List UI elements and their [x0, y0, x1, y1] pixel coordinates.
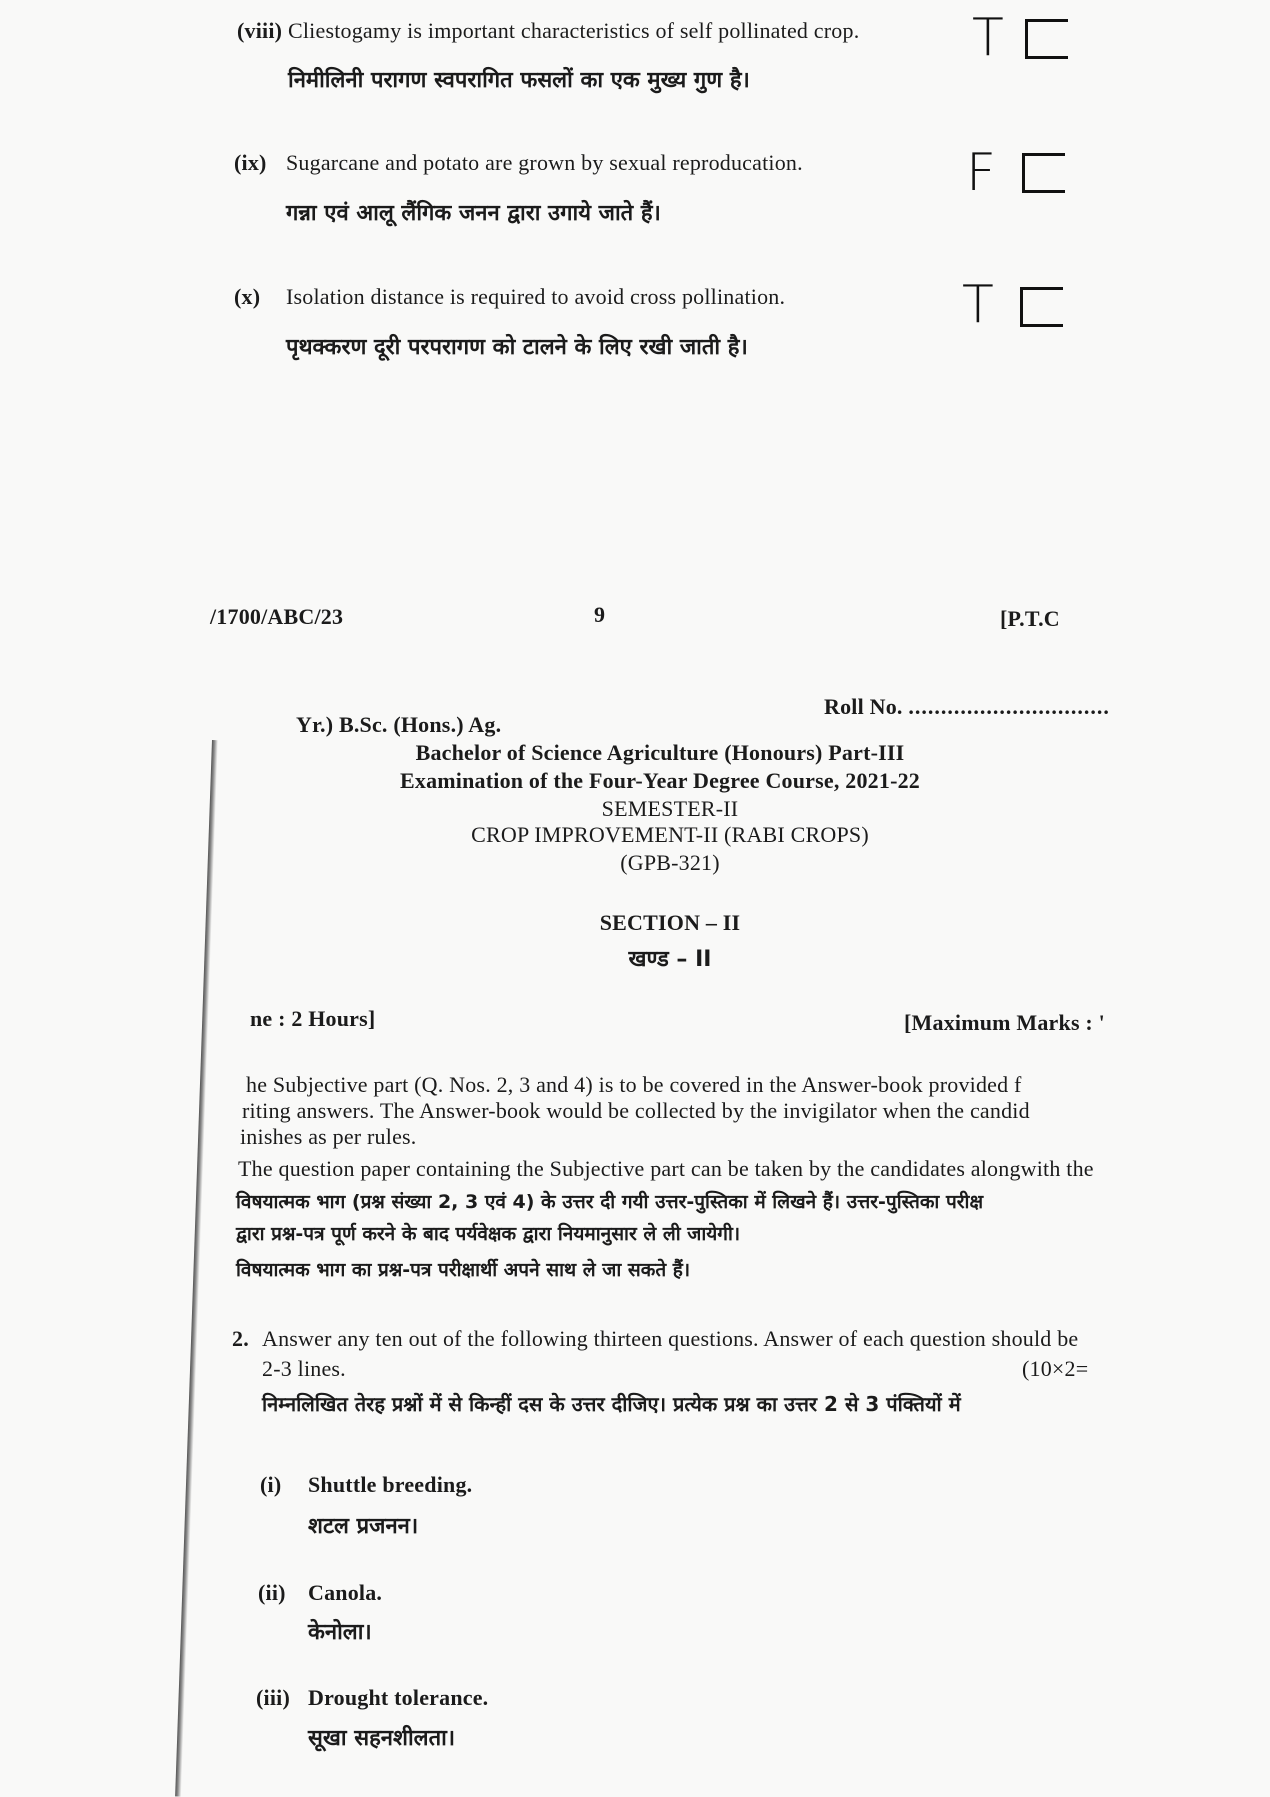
footer-paper-code: /1700/ABC/23 — [210, 604, 344, 629]
answer-box-viii — [1025, 19, 1068, 59]
answer-mark-viii: T — [972, 8, 1012, 68]
answer-mark-x: T — [962, 275, 1002, 335]
exam-title-line1: Bachelor of Science Agriculture (Honours) Part-III — [415, 740, 905, 765]
instruction-hindi-3: विषयात्मक भाग का प्रश्न-पत्र परीक्षार्थी अपने साथ ले जा सकते हैं। — [236, 1259, 691, 1281]
instruction-line-4: The question paper containing the Subjective part can be taken by the candidates alongwith the — [238, 1156, 1094, 1181]
answer-mark-ix: F — [966, 143, 1004, 203]
roll-number-label — [824, 694, 1110, 720]
instruction-line-1: he Subjective part (Q. Nos. 2, 3 and 4) is to be covered in the Answer-book provided f — [246, 1072, 1022, 1097]
roll-number-text: Roll No. — [824, 694, 903, 719]
sub-question-ii-text: Canola. — [308, 1580, 383, 1605]
page-fold-line — [175, 740, 218, 1797]
instruction-line-3: inishes as per rules. — [240, 1124, 417, 1149]
roll-number-dots: ............................... — [908, 694, 1110, 719]
question-2-text: Answer any ten out of the following thirteen questions. Answer of each question should be — [262, 1326, 1079, 1351]
instruction-hindi-2: द्वारा प्रश्न-पत्र पूर्ण करने के बाद पर्यवेक्षक द्वारा नियमानुसार ले ली जायेगी। — [236, 1223, 741, 1245]
question-ix-text: Sugarcane and potato are grown by sexual reproducation. — [286, 150, 803, 175]
sub-question-ii-number: (ii) — [258, 1580, 286, 1605]
subject-title: CROP IMPROVEMENT-II (RABI CROPS) — [471, 822, 869, 847]
question-x-text: Isolation distance is required to avoid cross pollination. — [286, 284, 786, 309]
exam-title-line2: Examination of the Four-Year Degree Course, 2021-22 — [400, 768, 920, 793]
answer-box-x — [1020, 287, 1063, 327]
question-x-number: (x) — [234, 284, 261, 309]
question-2-text-line2: 2-3 lines. — [262, 1356, 346, 1381]
footer-page-number: 9 — [594, 602, 606, 627]
instruction-line-2: riting answers. The Answer-book would be collected by the invigilator when the candid — [242, 1098, 1030, 1123]
question-viii-text: Cliestogamy is important characteristics of self pollinated crop. — [288, 18, 860, 43]
instruction-hindi-1: विषयात्मक भाग (प्रश्न संख्या 2, 3 एवं 4) के उत्तर दी गयी उत्तर-पुस्तिका में लिखने हैं। उत्तर-पुस्तिका परीक्ष — [236, 1191, 984, 1213]
answer-box-ix — [1022, 153, 1065, 193]
sub-question-iii-text: Drought tolerance. — [308, 1685, 489, 1710]
section-title-hindi: खण्ड – II — [628, 947, 712, 972]
question-2-number: 2. — [232, 1326, 249, 1351]
question-2-marks: (10×2= — [1022, 1356, 1089, 1381]
question-viii-number: (viii) — [237, 18, 283, 43]
sub-question-i-text: Shuttle breeding. — [308, 1472, 473, 1497]
sub-question-iii-hindi: सूखा सहनशीलता। — [308, 1726, 456, 1751]
semester: SEMESTER-II — [601, 796, 739, 821]
question-2-hindi: निम्नलिखित तेरह प्रश्नों में से किन्हीं दस के उत्तर दीजिए। प्रत्येक प्रश्न का उत्तर 2 से 3 पंक्तियों में — [262, 1392, 961, 1416]
maximum-marks: [Maximum Marks : ' — [904, 1010, 1105, 1035]
question-viii-hindi: निमीलिनी परागण स्वपरागित फसलों का एक मुख्य गुण है। — [288, 68, 750, 93]
sub-question-i-hindi: शटल प्रजनन। — [308, 1514, 419, 1539]
sub-question-ii-hindi: केनोला। — [308, 1620, 372, 1645]
question-ix-number: (ix) — [234, 150, 267, 175]
question-ix-hindi: गन्ना एवं आलू लैंगिक जनन द्वारा उगाये जाते हैं। — [286, 201, 661, 226]
section-title: SECTION – II — [599, 910, 741, 935]
question-x-hindi: पृथक्करण दूरी परपरागण को टालने के लिए रखी जाती है। — [286, 335, 748, 360]
sub-question-iii-number: (iii) — [256, 1685, 290, 1710]
subject-code: (GPB-321) — [620, 850, 720, 875]
time-allowed: ne : 2 Hours] — [250, 1006, 376, 1031]
sub-question-i-number: (i) — [260, 1472, 282, 1497]
footer-ptc: [P.T.C — [1000, 606, 1060, 631]
course-label: Yr.) B.Sc. (Hons.) Ag. — [296, 712, 502, 737]
